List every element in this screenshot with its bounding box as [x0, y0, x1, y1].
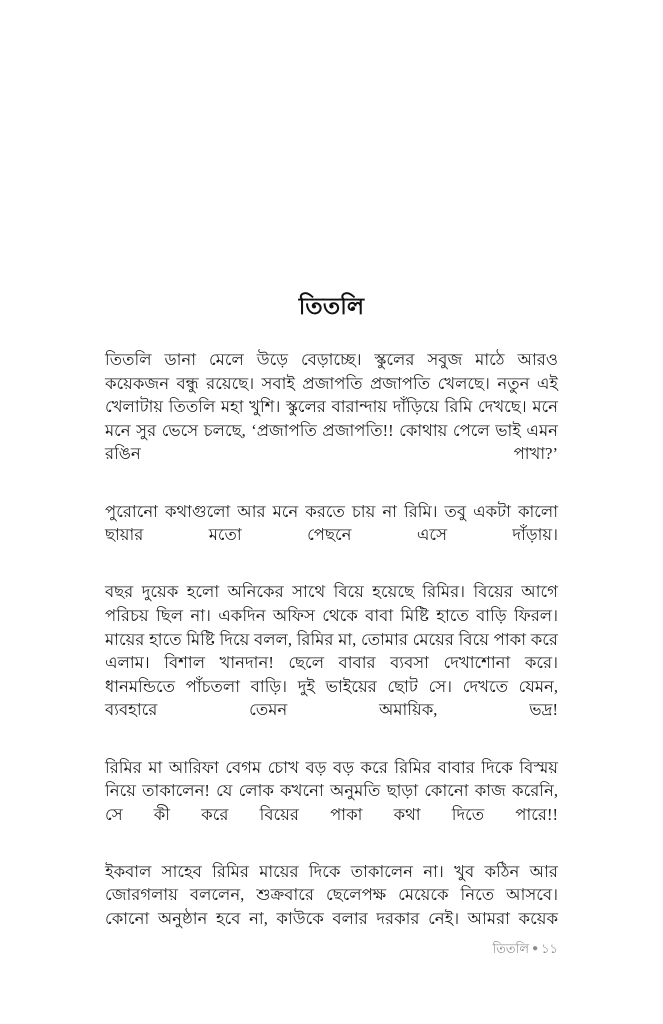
body-paragraph: রিমির মা আরিফা বেগম চোখ বড় বড় করে রিমির বাবার দিকে বিস্ময় নিয়ে তাকালেন! যে লোক কখনো অনুমতি ছাড়া কোনো কাজ করেনি, সে কী করে বিয়ের পাকা কথা দিতে পারে!! — [105, 757, 558, 824]
body-paragraph: ইকবাল সাহেব রিমির মায়ের দিকে তাকালেন না। খুব কঠিন আর জোরগলায় বললেন, শুক্রবারে ছেলেপক্ষ মেয়েকে নিতে আসবে। কোনো অনুষ্ঠান হবে না, কাউকে বলার দরকার নেই। আমরা কয়েক — [105, 861, 558, 929]
chapter-title: তিতলি — [298, 294, 365, 319]
footer-page-number: ১১ — [541, 941, 558, 956]
body-paragraph: বছর দুয়েক হলো অনিকের সাথে বিয়ে হয়েছে রিমির। বিয়ের আগে পরিচয় ছিল না। একদিন অফিস থেকে বাবা মিষ্টি হাতে বাড়ি ফিরল। মায়ের হাতে মিষ্টি দিয়ে বলল, রিমির মা, তোমার মেয়ের বিয়ে পাকা করে এলাম। বিশাল খানদান! ছেলে বাবার ব্যবসা দেখাশোনা করে। ধানমন্ডিতে পাঁচতলা বাড়ি। দুই ভাইয়ের ছোট সে। দেখতে যেমন, ব্যবহারে তেমন অমায়িক, ভদ্র! — [105, 582, 558, 720]
body-paragraph: পুরোনো কথাগুলো আর মনে করতে চায় না রিমি। তবু একটা কালো ছায়ার মতো পেছনে এসে দাঁড়ায়। — [105, 501, 558, 545]
body-paragraph: তিতলি ডানা মেলে উড়ে বেড়াচ্ছে। স্কুলের সবুজ মাঠে আরও কয়েকজন বন্ধু রয়েছে। সবাই প্রজাপতি প্রজাপতি খেলছে। নতুন এই খেলাটায় তিতলি মহা খুশি। স্কুলের বারান্দায় দাঁড়িয়ে রিমি দেখছে। মনে মনে সুর ভেসে চলছে, ‘প্রজাপতি প্রজাপতি!! কোথায় পেলে ভাই এমন রঙিন পাখা?’ — [105, 350, 558, 464]
footer-separator-dot-icon: ● — [532, 943, 539, 954]
footer-book-title: তিতলি — [492, 941, 530, 956]
page-content — [105, 292, 558, 954]
page-footer — [105, 940, 558, 958]
